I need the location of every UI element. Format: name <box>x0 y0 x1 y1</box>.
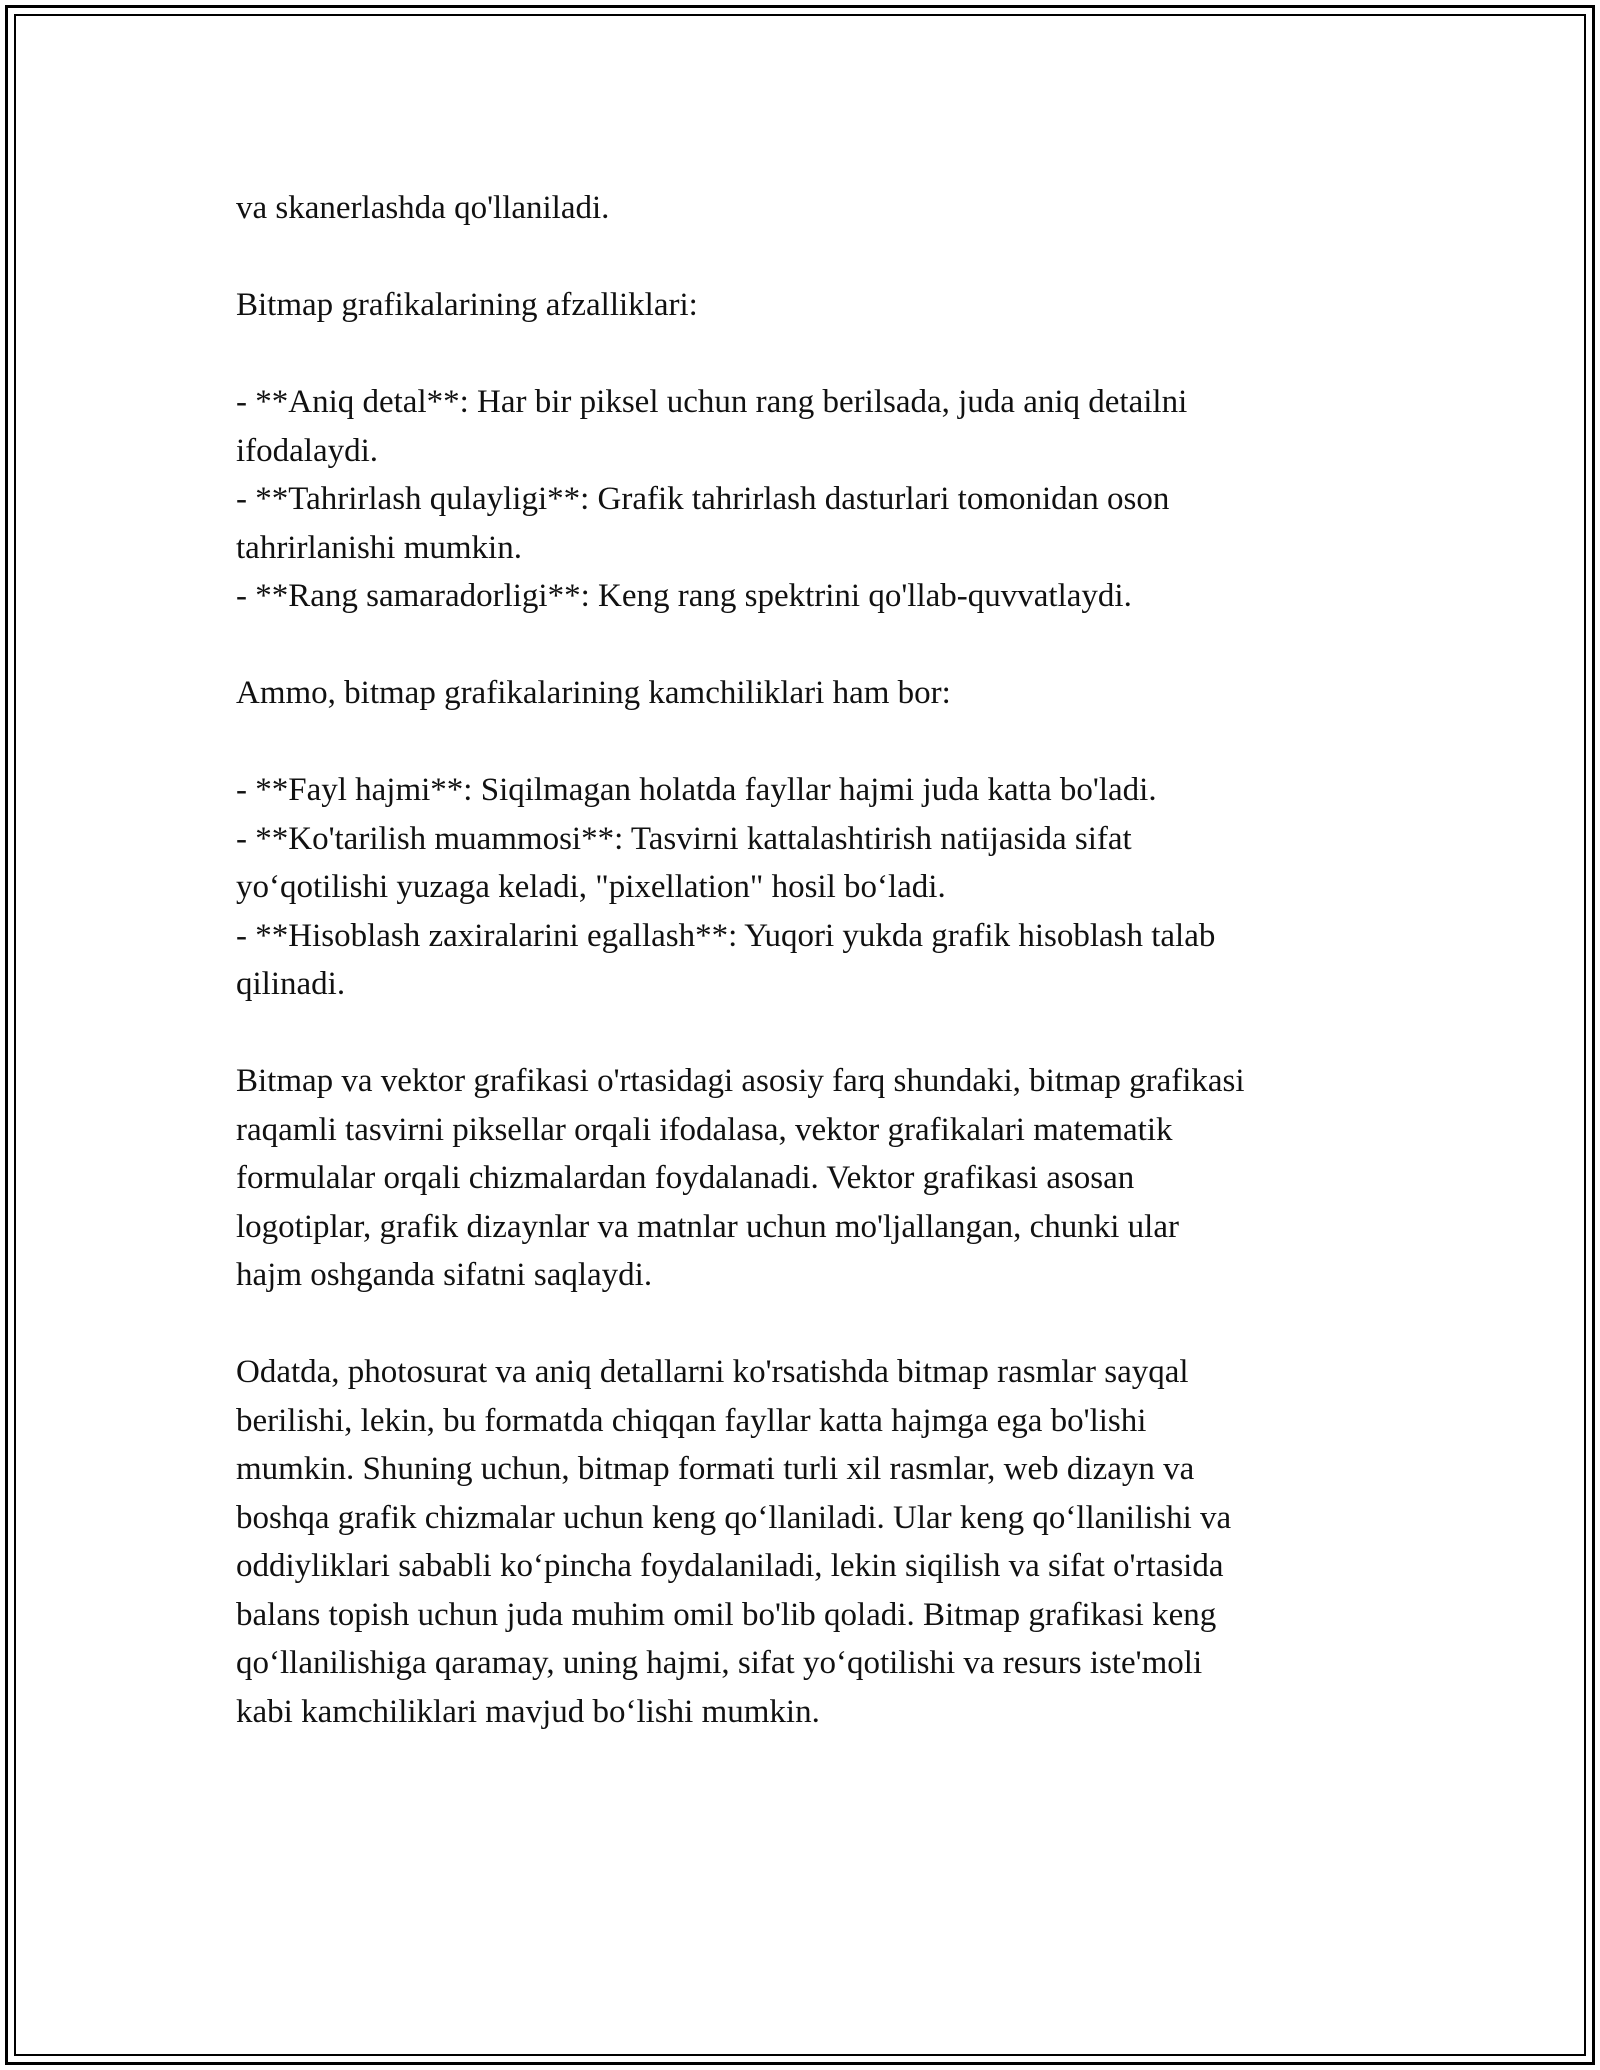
list-item-line: - **Tahrirlash qulayligi**: Grafik tahrirlash dasturlari tomonidan oson <box>236 481 1170 517</box>
paragraph-line: balans topish uchun juda muhim omil bo'lib qoladi. Bitmap grafikasi keng <box>236 1596 1217 1633</box>
paragraph-line: berilishi, lekin, bu formatda chiqqan fayllar katta hajmga ega bo'lishi <box>236 1402 1147 1439</box>
paragraph-line: logotiplar, grafik dizaynlar va matnlar uchun mo'ljallangan, chunki ular <box>236 1208 1179 1245</box>
advantages-list <box>236 378 1366 621</box>
paragraph-line: oddiyliklari sababli ko‘pincha foydalaniladi, lekin siqilish va sifat o'rtasida <box>236 1548 1224 1584</box>
list-item-line: - **Fayl hajmi**: Siqilmagan holatda fayllar hajmi juda katta bo'ladi. <box>236 772 1157 808</box>
list-item-line: - **Hisoblash zaxiralarini egallash**: Yuqori yukda grafik hisoblash talab <box>236 917 1216 954</box>
comparison-paragraph <box>236 1057 1366 1300</box>
list-item-line: ifodalaydi. <box>236 432 379 469</box>
paragraph-line: raqamli tasvirni piksellar orqali ifodalasa, vektor grafikalari matematik <box>236 1111 1173 1148</box>
paragraph-line: Odatda, photosurat va aniq detallarni ko'rsatishda bitmap rasmlar sayqal <box>236 1354 1189 1390</box>
list-item-line: tahrirlanishi mumkin. <box>236 529 522 566</box>
paragraph-line: kabi kamchiliklari mavjud bo‘lishi mumkin. <box>236 1693 820 1730</box>
list-item-line: yo‘qotilishi yuzaga keladi, "pixellation" hosil bo‘ladi. <box>236 869 946 905</box>
paragraph-line: formulalar orqali chizmalardan foydalanadi. Vektor grafikasi asosan <box>236 1160 1135 1196</box>
disadvantages-list <box>236 766 1366 1009</box>
list-item-line: - **Aniq detal**: Har bir piksel uchun rang berilsada, juda aniq detailni <box>236 384 1188 420</box>
document-body <box>236 184 1366 1736</box>
list-item-line: - **Ko'tarilish muammosi**: Tasvirni kattalashtirish natijasida sifat <box>236 820 1132 857</box>
paragraph-line: mumkin. Shuning uchun, bitmap formati turli xil rasmlar, web dizayn va <box>236 1451 1195 1487</box>
conclusion-paragraph <box>236 1348 1366 1736</box>
list-item-line: qilinadi. <box>236 966 346 1002</box>
paragraph-line: hajm oshganda sifatni saqlaydi. <box>236 1257 653 1293</box>
paragraph-line: qo‘llanilishiga qaramay, uning hajmi, sifat yo‘qotilishi va resurs iste'moli <box>236 1645 1203 1681</box>
paragraph-line: boshqa grafik chizmalar uchun keng qo‘llaniladi. Ular keng qo‘llanilishi va <box>236 1499 1232 1536</box>
advantages-heading: Bitmap grafikalarining afzalliklari: <box>236 287 698 323</box>
disadvantages-heading: Ammo, bitmap grafikalarining kamchiliklari ham bor: <box>236 675 951 711</box>
list-item-line: - **Rang samaradorligi**: Keng rang spektrini qo'llab-quvvatlaydi. <box>236 578 1132 614</box>
paragraph-line: Bitmap va vektor grafikasi o'rtasidagi asosiy farq shundaki, bitmap grafikasi <box>236 1063 1245 1099</box>
paragraph-intro-line: va skanerlashda qo'llaniladi. <box>236 190 610 226</box>
